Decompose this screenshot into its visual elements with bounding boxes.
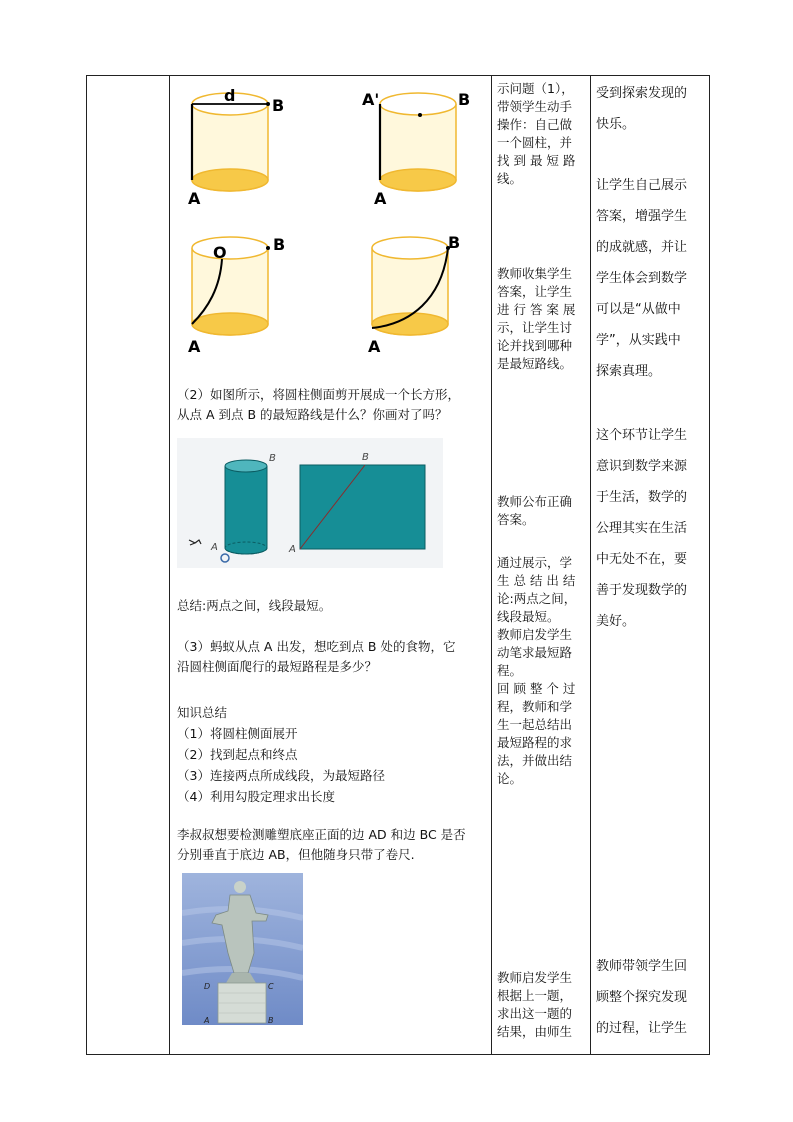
teacher-line: 答案，让学生	[497, 284, 573, 299]
teacher-line: 一个圆柱，并	[497, 135, 573, 150]
sculpture-problem	[177, 825, 466, 865]
intent-block-3	[596, 420, 702, 637]
teacher-line: 操作：自己做	[497, 117, 573, 132]
question-2-line-2: 从点 A 到点 B 的最短路线是什么？你画对了吗？	[177, 407, 448, 422]
design-intent-column-cell	[591, 76, 710, 1055]
intent-line: 学”，从实践中	[596, 333, 681, 348]
label-b-cyl: B	[269, 453, 276, 464]
intent-line: 受到探索发现的	[596, 86, 688, 101]
intent-line: 可以是“从做中	[596, 302, 681, 317]
intent-line: 中无处不在，要	[596, 552, 688, 567]
teacher-line: 教师收集学生	[497, 266, 573, 281]
knowledge-item: （2）找到起点和终点	[177, 747, 298, 762]
teacher-line: 带领学生动手	[497, 99, 573, 114]
label-o: O	[213, 243, 227, 262]
teacher-line: 根据上一题，	[497, 988, 573, 1003]
label-d: D	[204, 982, 211, 991]
teacher-line: 程，教师和学	[497, 699, 573, 714]
intent-line: 意识到数学来源	[596, 459, 688, 474]
intent-line: 于生活，数学的	[596, 490, 688, 505]
teacher-line: 论。	[497, 771, 523, 786]
intent-block-4	[596, 951, 702, 1044]
teacher-line: 最短路程的求	[497, 735, 573, 750]
knowledge-item: （1）将圆柱侧面展开	[177, 726, 298, 741]
label-a: A	[204, 1016, 210, 1025]
label-b: B	[458, 90, 471, 109]
knowledge-summary	[177, 702, 385, 807]
teacher-line: 生一起总结出	[497, 717, 573, 732]
teacher-block-4	[497, 554, 583, 788]
label-a: A	[188, 337, 201, 356]
teacher-line: 进 行 答 案 展	[497, 302, 576, 317]
intent-block-1	[596, 78, 702, 140]
label-a-prime: A'	[362, 90, 380, 109]
unrolled-cylinder-figure	[177, 438, 443, 568]
sculpture-problem-line-1: 李叔叔想要检测雕塑底座正面的边 AD 和边 BC 是否	[177, 827, 466, 842]
question-2-line-1: （2）如图所示，将圆柱侧面剪开展成一个长方形，	[177, 387, 460, 402]
label-a: A	[374, 189, 387, 206]
intent-line: 快乐。	[596, 117, 636, 132]
teacher-line: 找 到 最 短 路	[497, 153, 576, 168]
statue-photo	[182, 873, 303, 1025]
teacher-line: 示，让学生讨	[497, 320, 573, 335]
teacher-line: 结果，由师生	[497, 1024, 573, 1039]
intent-line: 善于发现数学的	[596, 583, 688, 598]
teacher-line: 论并找到哪种	[497, 338, 573, 353]
sculpture-problem-line-2: 分别垂直于底边 AB，但他随身只带了卷尺.	[177, 847, 415, 862]
cylinder-diagram-curve	[360, 228, 480, 356]
intent-line: 让学生自己展示	[596, 178, 688, 193]
intent-line: 公理其实在生活	[596, 521, 688, 536]
lesson-plan-table	[86, 75, 710, 1055]
teacher-line: 程。	[497, 663, 523, 678]
intent-line: 顾整个探究发现	[596, 990, 688, 1005]
label-b: B	[268, 1016, 274, 1025]
question-3-line-2: 沿圆柱侧面爬行的最短路程是多少？	[177, 659, 378, 674]
teacher-line: 教师启发学生	[497, 627, 573, 642]
teacher-activity-column-cell	[492, 76, 591, 1055]
intent-line: 的成就感，并让	[596, 240, 688, 255]
teacher-block-1	[497, 80, 583, 188]
activity-column-cell	[170, 76, 492, 1055]
teacher-line: 教师公布正确	[497, 494, 573, 509]
teacher-line: 回 顾 整 个 过	[497, 681, 576, 696]
intent-line: 教师带领学生回	[596, 959, 688, 974]
intent-line: 这个环节让学生	[596, 428, 688, 443]
cylinder-diagram-d	[180, 84, 300, 206]
teacher-block-3	[497, 493, 583, 529]
teacher-line: 教师启发学生	[497, 970, 573, 985]
question-3	[177, 637, 455, 677]
label-b-rect: B	[362, 452, 369, 463]
teacher-line: 线。	[497, 171, 523, 186]
cylinder-diagram-o	[180, 228, 300, 356]
knowledge-title: 知识总结	[177, 705, 228, 720]
teacher-line: 生 总 结 出 结	[497, 573, 576, 588]
label-a-rect: A	[289, 544, 296, 555]
intent-line: 答案，增强学生	[596, 209, 688, 224]
question-2	[177, 385, 460, 425]
intent-line: 探索真理。	[596, 364, 662, 379]
intent-block-2	[596, 170, 702, 387]
teacher-block-5	[497, 969, 583, 1041]
intent-line: 美好。	[596, 614, 636, 629]
intent-line: 的过程，让学生	[596, 1021, 688, 1036]
label-d: d	[224, 86, 236, 105]
label-b: B	[448, 233, 461, 252]
teacher-line: 示问题（1），	[497, 81, 574, 96]
teacher-line: 通过展示，学	[497, 555, 573, 570]
question-3-line-1: （3）蚂蚁从点 A 出发，想吃到点 B 处的食物，它	[177, 639, 456, 654]
teacher-line: 是最短路线。	[497, 356, 573, 371]
teacher-line: 论:两点之间，	[497, 591, 577, 606]
label-b: B	[273, 235, 286, 254]
knowledge-item: （4）利用勾股定理求出长度	[177, 789, 335, 804]
label-a: A	[188, 189, 201, 206]
teacher-block-2	[497, 265, 583, 373]
intent-line: 学生体会到数学	[596, 271, 688, 286]
label-a-cyl: A	[211, 542, 218, 553]
teacher-line: 答案。	[497, 512, 535, 527]
label-b: B	[272, 96, 285, 115]
teacher-line: 求出这一题的	[497, 1006, 573, 1021]
label-c: C	[268, 982, 274, 991]
cylinder-diagram-a-prime	[358, 84, 478, 206]
summary-text: 总结:两点之间，线段最短。	[177, 598, 332, 613]
teacher-line: 法，并做出结	[497, 753, 573, 768]
teacher-line: 线段最短。	[497, 609, 560, 624]
teacher-line: 动笔求最短路	[497, 645, 573, 660]
knowledge-item: （3）连接两点所成线段，为最短路径	[177, 768, 385, 783]
stage-column-cell	[87, 76, 170, 1055]
label-a: A	[368, 337, 381, 356]
